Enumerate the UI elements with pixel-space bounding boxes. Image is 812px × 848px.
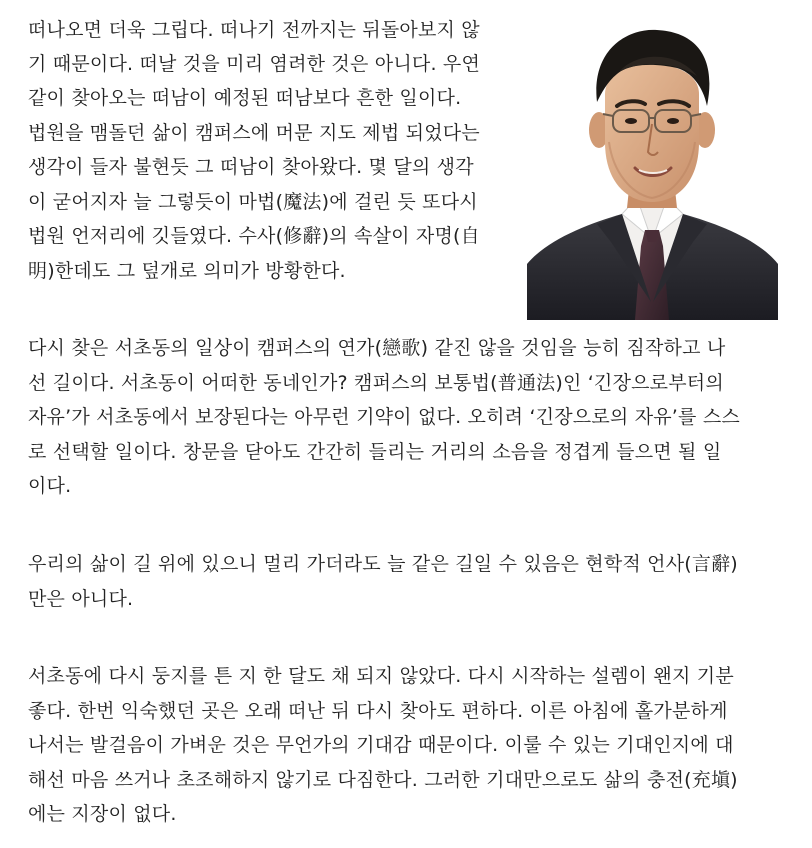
paragraph-3-line-1: 우리의 삶이 길 위에 있으니 멀리 가더라도 늘 같은 길일 수 있음은 현학적 언사(言辭) [28,553,738,575]
paragraph-3-line-2: 만은 아니다. [28,588,134,610]
author-photo [527,2,778,320]
paragraph-2-line-1: 다시 찾은 서초동의 일상이 캠퍼스의 연가(戀歌) 같진 않을 것임을 능히 짐작하고 나 [28,337,726,359]
paragraph-4-line-5: 에는 지장이 없다. [28,803,177,825]
paragraph-1-line-7: 법원 언저리에 깃들였다. 수사(修辭)의 속살이 자명(自 [28,225,480,247]
paragraph-4-line-3: 나서는 발걸음이 가벼운 것은 무언가의 기대감 때문이다. 이룰 수 있는 기대인지에 대 [28,734,734,756]
paragraph-4-line-4: 해선 마음 쓰거나 초조해하지 않기로 다짐한다. 그러한 기대만으로도 삶의 충전(充塡) [28,769,738,791]
paragraph-1-line-3: 같이 찾아오는 떠남이 예정된 떠남보다 흔한 일이다. [28,87,462,109]
paragraph-2-line-5: 이다. [28,475,72,497]
paragraph-1-line-5: 생각이 들자 불현듯 그 떠남이 찾아왔다. 몇 달의 생각 [28,156,474,178]
paragraph-1-line-1: 떠나오면 더욱 그립다. 떠나기 전까지는 뒤돌아보지 않 [28,19,480,41]
paragraph-4-line-2: 좋다. 한번 익숙했던 곳은 오래 떠난 뒤 다시 찾아도 편하다. 이른 아침에 홀가분하게 [28,700,728,722]
author-portrait-image [527,2,778,320]
paragraph-1-line-8: 明)한데도 그 덮개로 의미가 방황한다. [28,260,346,282]
paragraph-2-line-3: 자유’가 서초동에서 보장된다는 아무런 기약이 없다. 오히려 ‘긴장으로의 자유’를 스스 [28,406,740,428]
paragraph-2-line-2: 선 길이다. 서초동이 어떠한 동네인가? 캠퍼스의 보통법(普通法)인 ‘긴장으로부터의 [28,372,724,394]
paragraph-1-line-4: 법원을 맴돌던 삶이 캠퍼스에 머문 지도 제법 되었다는 [28,122,480,144]
paragraph-1-line-6: 이 굳어지자 늘 그렇듯이 마법(魔法)에 걸린 듯 또다시 [28,191,478,213]
paragraph-2-line-4: 로 선택할 일이다. 창문을 닫아도 간간히 들리는 거리의 소음을 정겹게 들으면 될 일 [28,441,722,463]
paragraph-4-line-1: 서초동에 다시 둥지를 튼 지 한 달도 채 되지 않았다. 다시 시작하는 설렘이 왠지 기분 [28,665,734,687]
paragraph-1-line-2: 기 때문이다. 떠날 것을 미리 염려한 것은 아니다. 우연 [28,53,481,75]
